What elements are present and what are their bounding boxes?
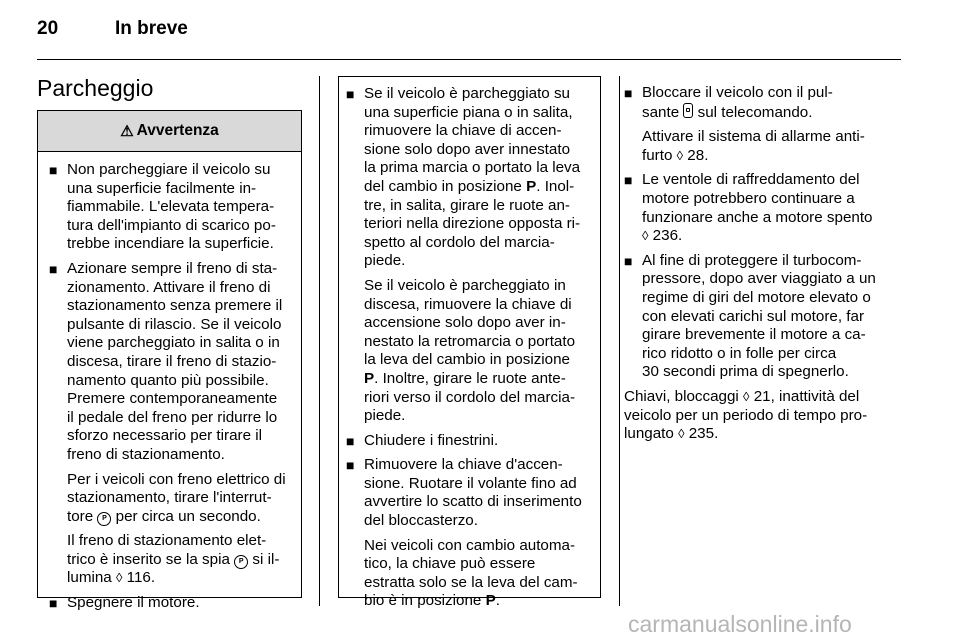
list-item: [49, 260, 299, 588]
paragraph: [67, 532, 299, 588]
text-line: trebbe incendiare la superficie.: [67, 235, 274, 253]
text-run: sante: [642, 103, 680, 121]
lock-button-icon: [683, 103, 693, 118]
parking-brake-icon: P: [234, 555, 248, 569]
page-reference-link[interactable]: 236.: [652, 227, 683, 245]
text-line: del bloccasterzo.: [364, 512, 478, 530]
text-run: del cambio in posizione: [364, 177, 522, 195]
reference-paragraph: [624, 388, 904, 444]
text-line: [364, 370, 600, 389]
warning-title: Avvertenza: [136, 122, 219, 139]
list-item: [624, 84, 904, 165]
text-line: Se il veicolo è parcheggiato su: [364, 85, 571, 102]
bullet-icon: ■: [346, 432, 355, 449]
text-line: il pedale del freno per ridurre lo: [67, 408, 278, 426]
gear-position: P: [485, 592, 496, 610]
text-run: sul telecomando.: [697, 103, 813, 121]
column-divider-2: [619, 76, 620, 606]
text-line: la leva del cambio in posizione: [364, 351, 570, 369]
text-run: trico è inserito se la spia: [67, 550, 230, 568]
text-run: lumina: [67, 569, 112, 587]
text-run: . Inol-: [536, 177, 575, 195]
text-line: sione. Ruotare il volante fino ad: [364, 474, 577, 492]
text-line: Il freno di stazionamento elet-: [67, 532, 267, 550]
section-title: Parcheggio: [37, 75, 154, 101]
text-line: pressore, dopo aver viaggiato a un: [642, 270, 876, 288]
paragraph: [364, 537, 600, 611]
text-line: la prima marcia o portato la leva: [364, 159, 581, 177]
bullet-icon: ■: [624, 252, 633, 269]
text-line: funzionare anche a motore spento: [642, 208, 873, 226]
page-reference-link[interactable]: 21, inattività del: [753, 387, 860, 405]
list-item: [346, 432, 600, 451]
text-line: pulsante di rilascio. Se il veicolo: [67, 315, 282, 333]
text-line: freno di stazionamento.: [67, 445, 225, 463]
page-reference-link[interactable]: 235.: [688, 425, 719, 443]
watermark: carmanualsonline.info: [628, 611, 852, 637]
text-line: piede.: [364, 407, 406, 425]
list-item: [346, 456, 600, 611]
text-line: Spegnere il motore.: [67, 594, 200, 612]
page-reference-link[interactable]: 116.: [126, 569, 156, 587]
xref-icon: ◊: [676, 147, 684, 163]
text-line: [67, 508, 299, 527]
text-run: tore: [67, 507, 94, 525]
text-line: stazionamento, tirare l'interrut-: [67, 489, 272, 507]
xref-icon: ◊: [678, 426, 685, 442]
text-line: stazionamento senza premere il: [67, 297, 283, 315]
text-line: tura dell'impianto di scarico po-: [67, 216, 276, 234]
text-run: furto: [642, 146, 673, 164]
text-line: fiammabile. L'elevata tempera-: [67, 198, 275, 216]
warning-triangle-icon: ⚠: [120, 123, 134, 140]
text-line: motore potrebbero continuare a: [642, 189, 855, 207]
text-line: Al fine di proteggere il turbocom-: [642, 251, 862, 269]
text-line: viene parcheggiato in salita o in: [67, 334, 280, 352]
text-line: accensione solo dopo aver in-: [364, 314, 566, 332]
column-divider-1: [319, 76, 320, 606]
text-run: lungato: [624, 425, 674, 443]
text-line: [642, 227, 904, 246]
text-line: Se il veicolo è parcheggiato in: [364, 276, 566, 294]
text-line: una superficie piana o in salita,: [364, 103, 573, 121]
bullet-icon: ■: [624, 172, 633, 189]
page-reference-link[interactable]: 28.: [687, 146, 709, 164]
text-line: Le ventole di raffreddamento del: [642, 171, 860, 189]
text-line: nestato la retromarcia o portato: [364, 332, 576, 350]
text-line: girare brevemente il motore a ca-: [642, 326, 866, 344]
warning-body: [49, 161, 299, 613]
text-line: Nei veicoli con cambio automa-: [364, 536, 576, 554]
text-line: discesa, rimuovere la chiave di: [364, 295, 572, 313]
text-line: [67, 551, 299, 570]
text-run: per circa un secondo.: [115, 507, 261, 525]
list-item: [49, 161, 299, 254]
text-run: .: [495, 592, 500, 610]
text-line: tico, la chiave può essere: [364, 555, 536, 573]
bullet-icon: ■: [346, 457, 355, 474]
text-line: zionamento. Attivare il freno di: [67, 278, 271, 296]
text-line: regime di giri del motore elevato o: [642, 288, 871, 306]
text-line: [624, 388, 904, 407]
list-item: [49, 594, 299, 613]
warning-box: [37, 110, 302, 612]
xref-icon: ◊: [115, 570, 123, 586]
bullet-icon: ■: [624, 85, 633, 101]
text-run: si il-: [252, 550, 280, 568]
text-line: tre, in salita, girare le ruote an-: [364, 196, 570, 214]
bullet-icon: ■: [346, 86, 355, 102]
text-run: bio è in posizione: [364, 592, 482, 610]
text-line: [642, 147, 904, 166]
text-line: Azionare sempre il freno di sta-: [67, 259, 278, 277]
text-line: una superficie facilmente in-: [67, 179, 257, 197]
text-line: teriori nella direzione opposta ri-: [364, 215, 581, 233]
text-line: [624, 425, 904, 444]
xref-icon: ◊: [642, 228, 649, 244]
paragraph: [642, 128, 904, 165]
column-3-body: [624, 84, 904, 444]
page-header: [37, 18, 901, 46]
text-line: piede.: [364, 252, 406, 270]
text-line: sforzo necessario per tirare il: [67, 427, 262, 445]
text-line: Rimuovere la chiave d'accen-: [364, 456, 563, 474]
paragraph: [67, 471, 299, 527]
text-line: discesa, tirare il freno di stazio-: [67, 352, 277, 370]
warning-box-header: [38, 111, 301, 152]
bullet-icon: ■: [49, 260, 58, 277]
text-line: Bloccare il veicolo con il pul-: [642, 84, 833, 101]
text-run: . Inoltre, girare le ruote ante-: [374, 369, 566, 387]
text-line: Non parcheggiare il veicolo su: [67, 161, 271, 178]
text-line: Attivare il sistema di allarme anti-: [642, 128, 865, 146]
text-line: [67, 569, 299, 588]
text-line: riori verso il cordolo del marcia-: [364, 388, 576, 406]
text-line: con elevati carichi sul motore, far: [642, 307, 864, 325]
gear-position: P: [526, 177, 537, 195]
text-run: Chiavi, bloccaggi: [624, 387, 739, 405]
paragraph: [364, 277, 600, 426]
text-line: [364, 592, 600, 611]
list-item: [346, 85, 600, 426]
text-line: sione solo dopo aver innestato: [364, 140, 571, 158]
text-line: avvertire lo scatto di inserimento: [364, 493, 582, 511]
text-line: 30 secondi prima di spegnerlo.: [642, 363, 849, 381]
info-box: [338, 76, 601, 610]
bullet-icon: ■: [49, 162, 58, 178]
info-body: [346, 85, 600, 611]
text-line: veicolo per un periodo di tempo pro-: [624, 406, 868, 424]
text-line: Per i veicoli con freno elettrico di: [67, 470, 286, 488]
text-line: [364, 178, 600, 197]
list-item: [624, 252, 904, 382]
text-line: Premere contemporaneamente: [67, 390, 278, 408]
xref-icon: ◊: [743, 388, 750, 404]
header-rule: [37, 59, 901, 60]
list-item: [624, 171, 904, 245]
running-head: In breve: [115, 18, 188, 39]
text-line: [642, 103, 904, 123]
text-line: estratta solo se la leva del cam-: [364, 573, 578, 591]
text-line: Chiudere i finestrini.: [364, 431, 499, 449]
gear-position: P: [364, 369, 375, 387]
bullet-icon: ■: [49, 595, 58, 612]
text-line: rimuovere la chiave di accen-: [364, 122, 562, 140]
text-line: namento quanto più possibile.: [67, 371, 269, 389]
parking-brake-icon: P: [97, 512, 111, 526]
text-line: rico ridotto o in folle per circa: [642, 344, 837, 362]
page-number: 20: [37, 18, 59, 39]
text-line: spetto al cordolo del marcia-: [364, 233, 555, 251]
